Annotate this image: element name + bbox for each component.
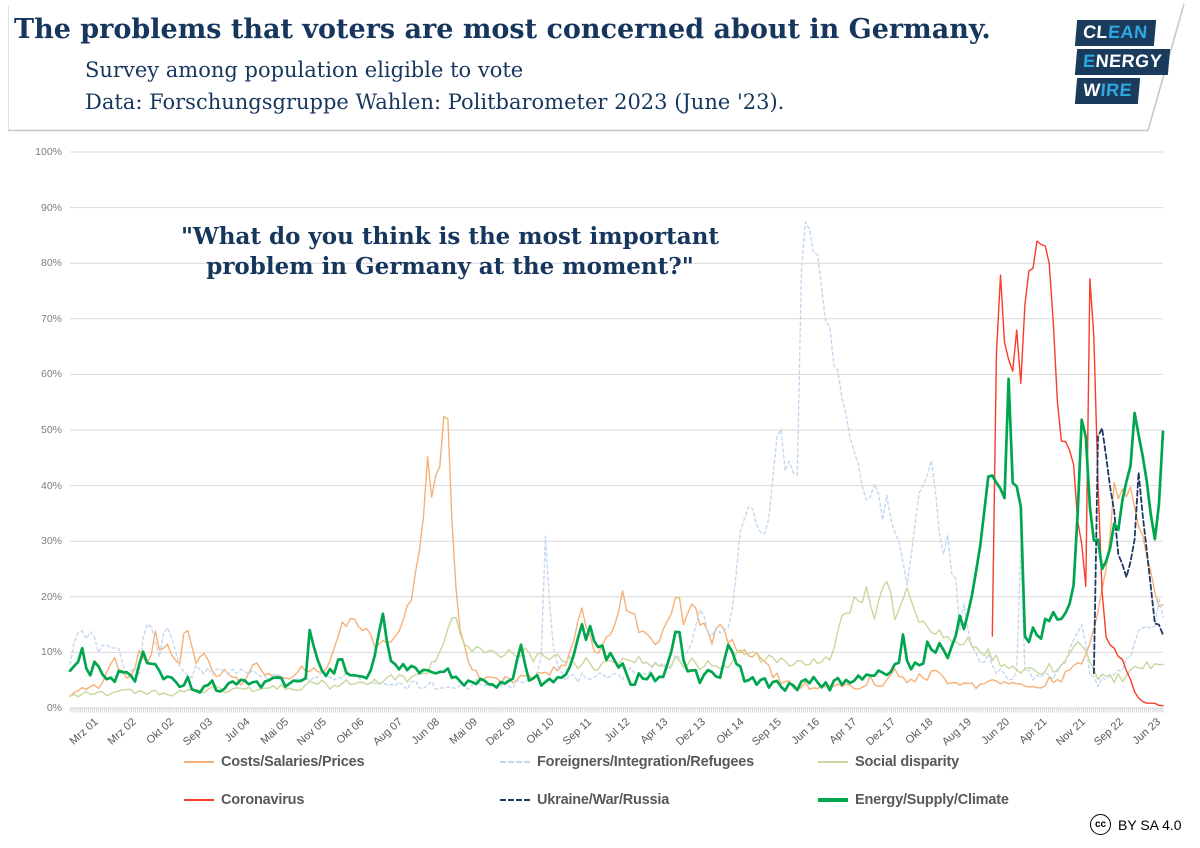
legend-item-energy-supply-climate (818, 790, 1009, 810)
x-axis-tick-label: Mai 09 (447, 716, 481, 748)
series-line-energy-supply-climate (70, 379, 1163, 693)
x-axis-tick-label: Jul 04 (222, 716, 253, 745)
x-axis-tick-label: Okt 18 (903, 716, 936, 747)
logo-text-segment: CL (1082, 22, 1109, 42)
y-axis-tick-label: 10% (40, 646, 62, 659)
y-axis-tick-label: 30% (40, 535, 62, 548)
page-title: The problems that voters are most concerned about in Germany. (14, 14, 991, 45)
x-axis-tick-label: Jun 23 (1130, 716, 1164, 748)
clean-energy-wire-logo (1076, 20, 1169, 107)
x-axis-tick-label: Dez 09 (484, 716, 519, 749)
x-axis-tick-label: Okt 02 (144, 716, 177, 747)
legend-label: Coronavirus (221, 792, 305, 808)
y-axis-tick-label: 90% (40, 201, 62, 214)
logo-row-0 (1076, 20, 1169, 46)
legend-item-costs-salaries-prices (184, 752, 364, 772)
y-axis-tick-label: 0% (46, 702, 62, 714)
x-axis-tick-label: Mrz 01 (67, 716, 101, 748)
chart-data-source: Data: Forschungsgruppe Wahlen: Politbarometer 2023 (June '23). (85, 90, 785, 114)
y-axis-tick-label: 80% (40, 257, 62, 270)
y-axis-tick-label: 40% (40, 479, 62, 492)
legend-item-foreigners-integration-refugees (500, 752, 754, 772)
logo-text-segment: NERGY (1094, 51, 1163, 71)
x-axis-tick-label: Jun 16 (789, 716, 822, 748)
x-axis-tick-label: Mrz 02 (105, 716, 139, 748)
x-axis-tick-label: Jun 08 (409, 716, 443, 748)
x-axis-tick-label: Sep 22 (1091, 716, 1126, 749)
x-axis-tick-label: Apr 13 (637, 716, 671, 747)
x-axis-tick-label: Okt 10 (524, 716, 557, 747)
y-axis-tick-label: 100% (35, 146, 62, 158)
x-axis-tick-label: Nov 21 (1053, 716, 1088, 749)
logo-text-segment: EAN (1107, 22, 1149, 42)
y-axis-tick-label: 60% (40, 368, 62, 381)
legend-label: Social disparity (855, 754, 959, 770)
chart-subtitle: Survey among population eligible to vote (85, 58, 524, 82)
x-axis-tick-label: Sep 11 (560, 716, 595, 748)
x-axis-tick-label: Dez 13 (674, 716, 709, 749)
x-axis-tick-label: Aug 07 (370, 716, 405, 749)
logo-box (1075, 78, 1140, 104)
legend-label: Foreigners/Integration/Refugees (537, 754, 754, 770)
x-axis-tick-label: Nov 05 (294, 716, 329, 749)
x-axis-tick-label: Apr 17 (827, 716, 860, 747)
license-footer (1090, 814, 1182, 835)
legend-item-ukraine-war-russia (500, 790, 669, 810)
survey-question-line1: "What do you think is the most important (180, 223, 720, 250)
legend-line-marker (818, 798, 848, 802)
x-axis-tick-label: Okt 06 (334, 716, 367, 747)
creative-commons-icon: cc (1090, 814, 1111, 835)
x-axis-tick-label: Mai 05 (257, 716, 291, 748)
x-axis-tick-label: Apr 21 (1017, 716, 1050, 747)
survey-question-annotation (150, 222, 750, 282)
legend-line-marker (184, 799, 214, 801)
series-line-social-disparity (70, 581, 1163, 696)
series-line-ukraine-war-russia (1094, 428, 1163, 673)
x-axis-tick-label: Jul 12 (602, 716, 633, 745)
logo-box (1075, 20, 1156, 46)
legend-item-coronavirus (184, 790, 304, 810)
x-axis-tick-label: Jun 20 (979, 716, 1012, 748)
legend-line-marker (184, 761, 214, 763)
y-axis-tick-label: 50% (40, 424, 62, 436)
logo-box (1075, 49, 1170, 75)
legend-label: Costs/Salaries/Prices (221, 754, 365, 770)
y-axis-tick-label: 70% (40, 312, 62, 325)
legend-label: Energy/Supply/Climate (855, 792, 1009, 808)
legend-label: Ukraine/War/Russia (537, 792, 670, 808)
x-axis-tick-label: Dez 17 (863, 716, 898, 749)
license-label: BY SA 4.0 (1118, 816, 1182, 833)
logo-row-2 (1076, 78, 1169, 104)
logo-text-segment: IRE (1099, 80, 1133, 100)
x-axis-tick-label: Okt 14 (713, 716, 746, 747)
y-axis-tick-label: 20% (40, 590, 62, 603)
legend-item-social-disparity (818, 752, 959, 772)
series-line-costs-salaries-prices (70, 417, 1163, 697)
logo-text-segment: W (1082, 80, 1102, 100)
survey-question-line2: problem in Germany at the moment?" (206, 253, 694, 280)
x-axis-tick-label: Aug 19 (939, 716, 974, 749)
logo-row-1 (1076, 49, 1169, 75)
legend-line-marker (500, 761, 530, 763)
x-axis-tick-label: Sep 15 (749, 716, 784, 749)
legend-line-marker (818, 761, 848, 763)
legend-line-marker (500, 799, 530, 801)
x-axis-tick-label: Sep 03 (180, 716, 215, 749)
logo-text-segment: E (1082, 51, 1097, 71)
